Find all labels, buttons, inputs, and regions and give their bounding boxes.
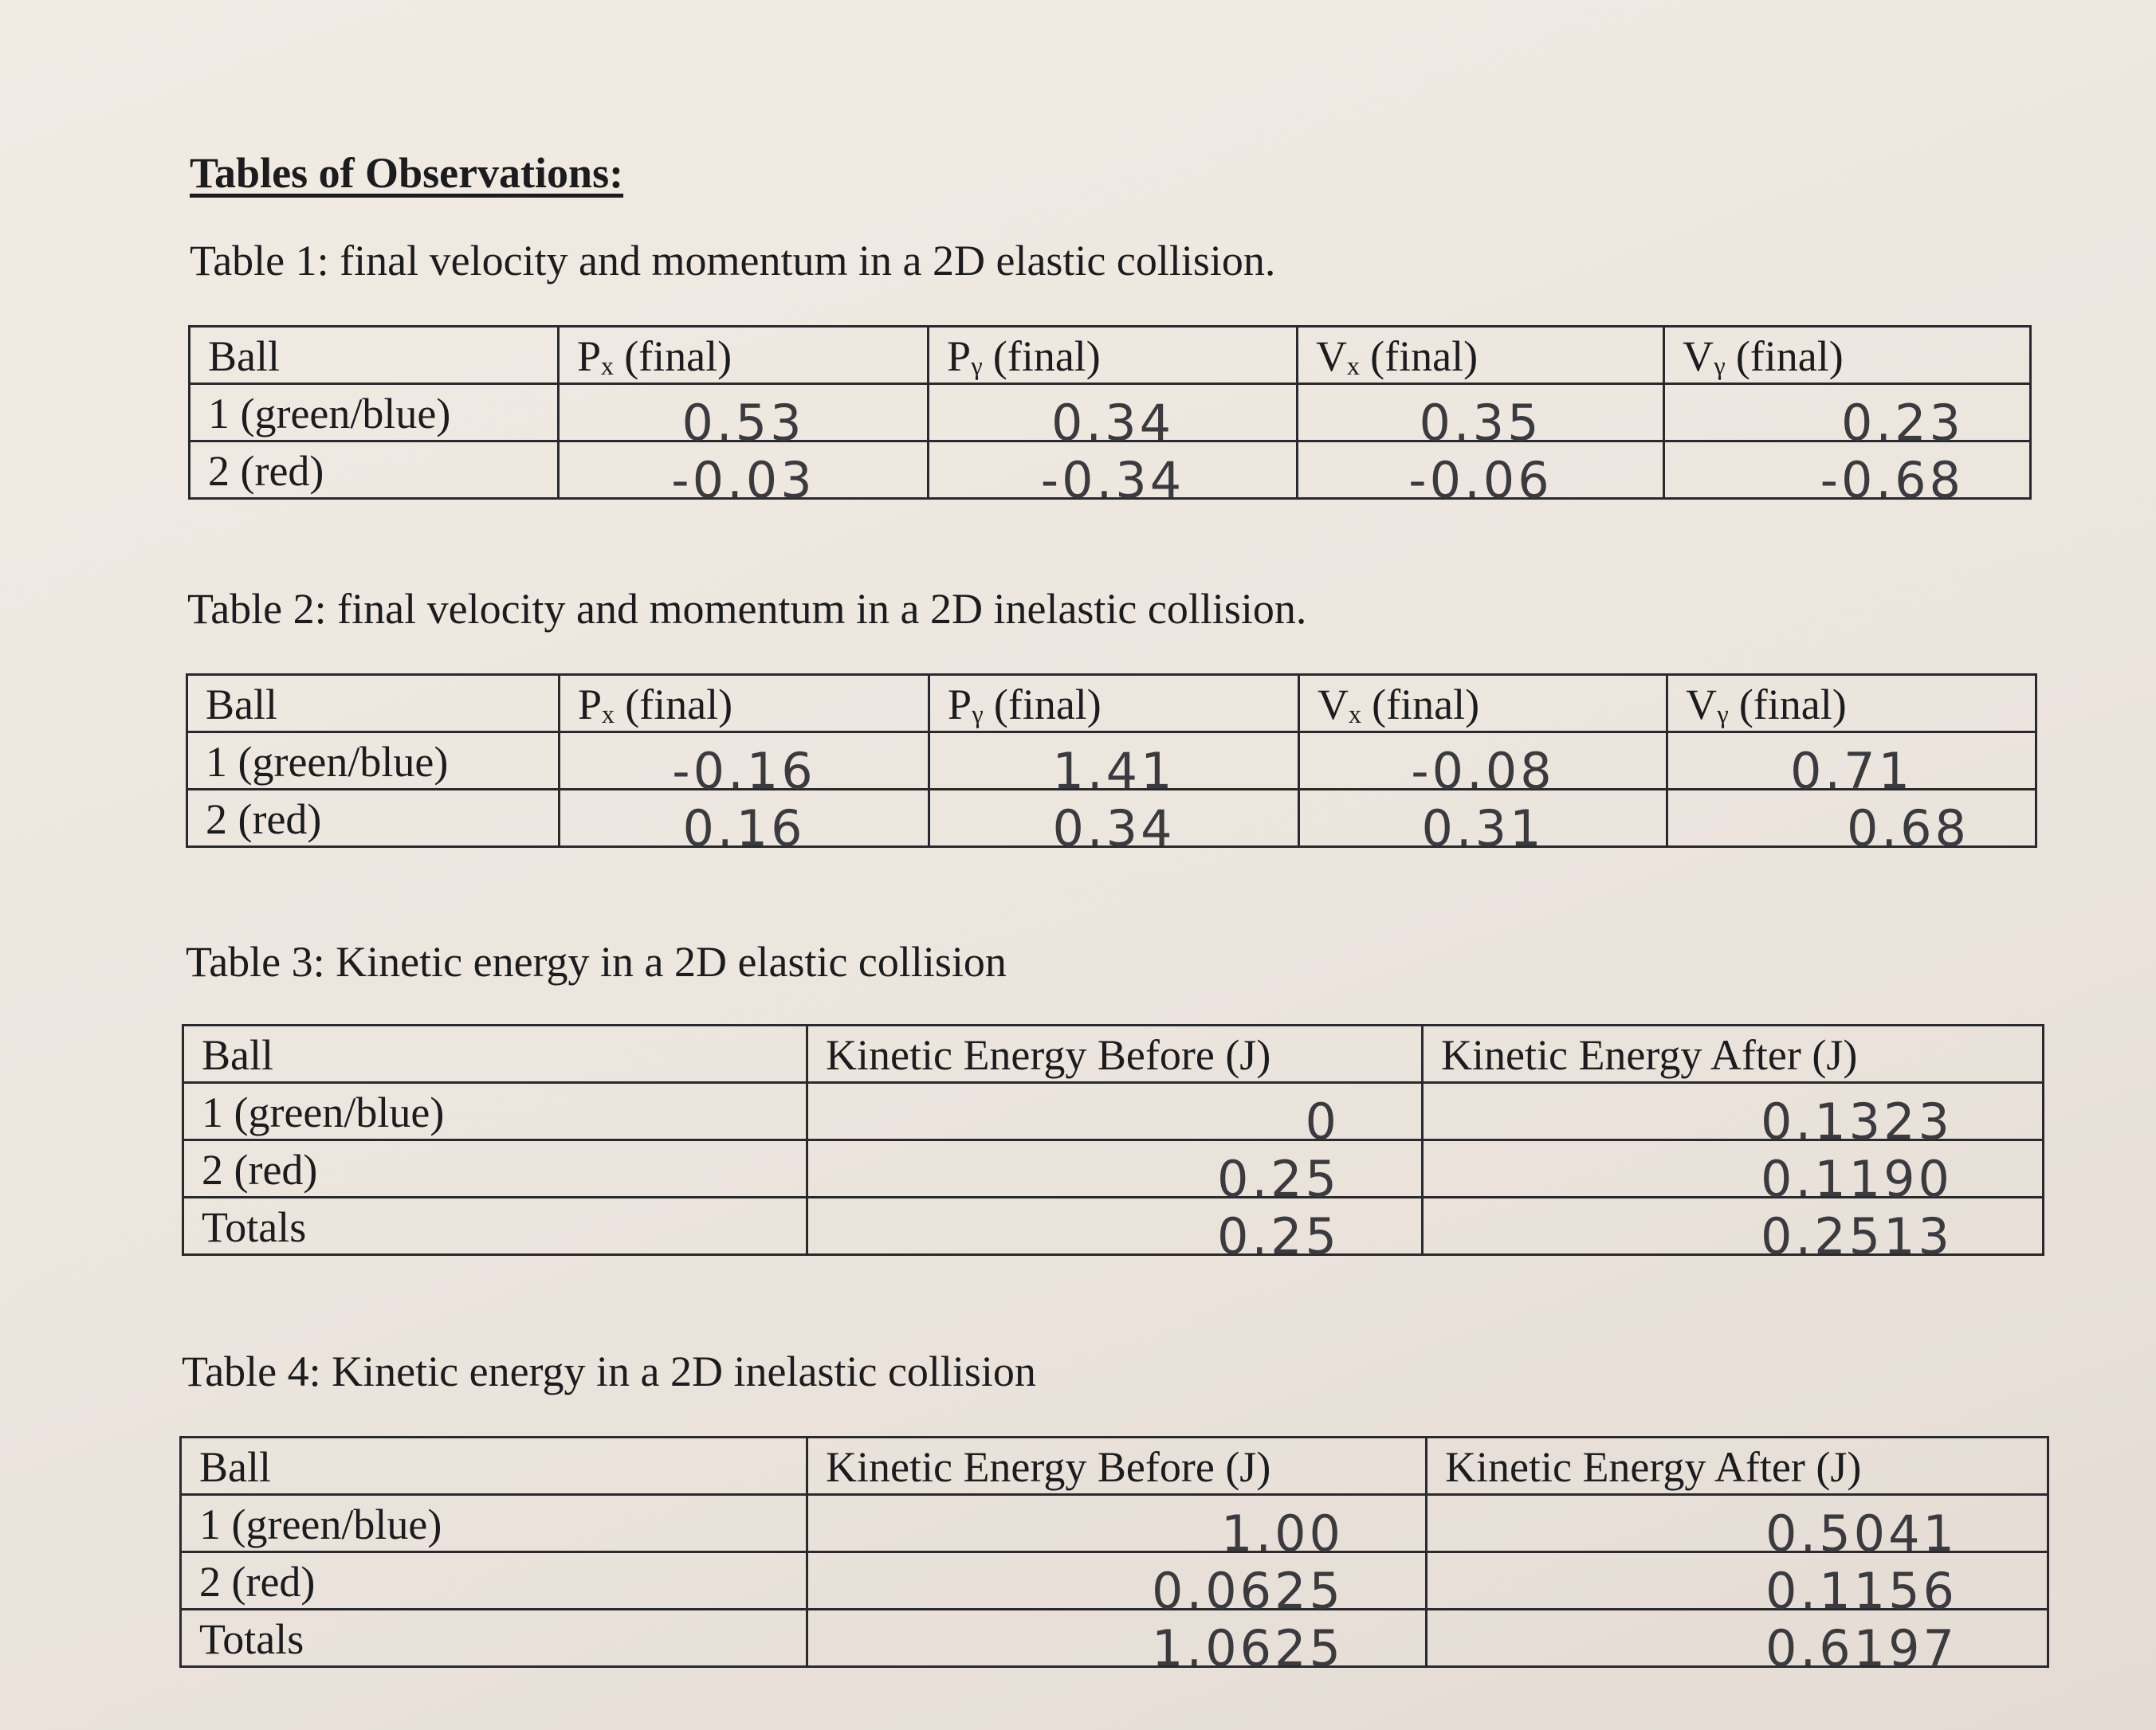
vx-value: 0.31 xyxy=(1299,790,1667,847)
table-row xyxy=(190,384,2031,441)
px-value: -0.16 xyxy=(560,732,929,790)
header-cell: Pₓ (final) xyxy=(559,327,929,384)
vy-value: -0.68 xyxy=(1664,441,2031,499)
header-cell: Pᵧ (final) xyxy=(929,675,1299,732)
table4-inelastic-kinetic-energy xyxy=(179,1436,2049,1677)
vy-value: 0.68 xyxy=(1667,790,2036,847)
table-header-row xyxy=(187,675,2036,732)
ke-before-value: 0.25 xyxy=(807,1198,1423,1255)
table2-caption: Table 2: final velocity and momentum in a 2D inelastic collision. xyxy=(187,585,1307,633)
px-value: 0.53 xyxy=(559,384,929,441)
table-row xyxy=(181,1495,2048,1552)
ball-label: 2 (red) xyxy=(181,1552,807,1610)
ball-label: 2 (red) xyxy=(183,1140,807,1198)
header-cell: Ball xyxy=(181,1438,807,1495)
vy-value: 0.71 xyxy=(1667,732,2036,790)
table4-caption: Table 4: Kinetic energy in a 2D inelastic collision xyxy=(182,1348,1036,1395)
ke-after-value: 0.1323 xyxy=(1423,1083,2044,1140)
ke-after-value: 0.5041 xyxy=(1427,1495,2048,1552)
header-cell: Ball xyxy=(183,1026,807,1083)
vx-value: 0.35 xyxy=(1298,384,1664,441)
table3-caption: Table 3: Kinetic energy in a 2D elastic collision xyxy=(186,938,1007,986)
header-cell: Ball xyxy=(190,327,559,384)
ke-after-value: 0.6197 xyxy=(1427,1610,2048,1667)
ke-before-value: 1.00 xyxy=(807,1495,1427,1552)
px-value: -0.03 xyxy=(559,441,929,499)
page-heading: Tables of Observations: xyxy=(190,149,624,197)
ball-label: 1 (green/blue) xyxy=(187,732,560,790)
vy-value: 0.23 xyxy=(1664,384,2031,441)
ball-label: 2 (red) xyxy=(187,790,560,847)
header-cell: Kinetic Energy After (J) xyxy=(1427,1438,2048,1495)
px-value: 0.16 xyxy=(560,790,929,847)
ke-before-value: 0 xyxy=(807,1083,1423,1140)
py-value: 0.34 xyxy=(929,790,1299,847)
table1-elastic-momentum xyxy=(188,325,2032,509)
header-cell: Vᵧ (final) xyxy=(1667,675,2036,732)
py-value: 0.34 xyxy=(929,384,1298,441)
table-header-row xyxy=(181,1438,2048,1495)
header-cell: Kinetic Energy Before (J) xyxy=(807,1026,1423,1083)
header-cell: Ball xyxy=(187,675,560,732)
header-cell: Kinetic Energy After (J) xyxy=(1423,1026,2044,1083)
table-row xyxy=(187,732,2036,790)
table-row xyxy=(183,1083,2044,1140)
ke-before-value: 1.0625 xyxy=(807,1610,1427,1667)
header-cell: Vᵧ (final) xyxy=(1664,327,2031,384)
ke-after-value: 0.2513 xyxy=(1423,1198,2044,1255)
vx-value: -0.06 xyxy=(1298,441,1664,499)
header-cell: Vₓ (final) xyxy=(1299,675,1667,732)
header-cell: Pᵧ (final) xyxy=(929,327,1298,384)
vx-value: -0.08 xyxy=(1299,732,1667,790)
ball-label: 2 (red) xyxy=(190,441,559,499)
ke-before-value: 0.25 xyxy=(807,1140,1423,1198)
ball-label: 1 (green/blue) xyxy=(183,1083,807,1140)
ball-label: Totals xyxy=(183,1198,807,1255)
header-cell: Vₓ (final) xyxy=(1298,327,1664,384)
ball-label: Totals xyxy=(181,1610,807,1667)
table-header-row xyxy=(190,327,2031,384)
table2-inelastic-momentum xyxy=(186,673,2037,857)
ball-label: 1 (green/blue) xyxy=(190,384,559,441)
ke-before-value: 0.0625 xyxy=(807,1552,1427,1610)
ke-after-value: 0.1190 xyxy=(1423,1140,2044,1198)
table3-elastic-kinetic-energy xyxy=(182,1024,2044,1265)
header-cell: Kinetic Energy Before (J) xyxy=(807,1438,1427,1495)
table1-caption: Table 1: final velocity and momentum in a 2D elastic collision. xyxy=(190,237,1276,284)
table-header-row xyxy=(183,1026,2044,1083)
header-cell: Pₓ (final) xyxy=(560,675,929,732)
py-value: -0.34 xyxy=(929,441,1298,499)
py-value: 1.41 xyxy=(929,732,1299,790)
ke-after-value: 0.1156 xyxy=(1427,1552,2048,1610)
ball-label: 1 (green/blue) xyxy=(181,1495,807,1552)
